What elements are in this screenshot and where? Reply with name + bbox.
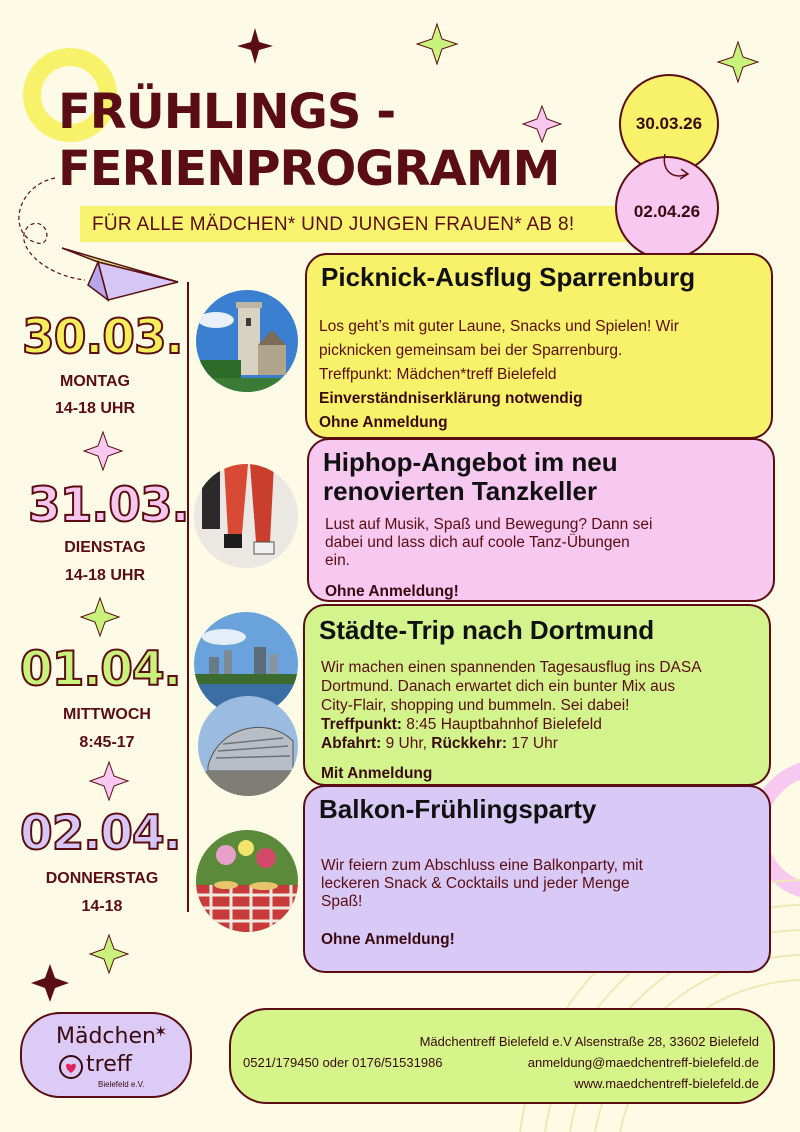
- curved-arrow-icon: [655, 150, 695, 190]
- event-card-4: [303, 785, 771, 973]
- event-4-line: Spaß!: [321, 893, 363, 910]
- footer-address: Mädchentreff Bielefeld e.V Alsenstraße 28, 33602 Bielefeld: [419, 1034, 759, 1049]
- departure-value: 9 Uhr,: [381, 735, 432, 752]
- footer-email-link[interactable]: anmeldung@maedchentreff-bielefeld.de: [527, 1055, 759, 1070]
- event-2-line: ein.: [325, 552, 350, 569]
- event-2-line: dabei und lass dich auf coole Tanz-Übungen: [325, 534, 630, 551]
- logo: [20, 1012, 192, 1098]
- day-1-date: 30.03.: [22, 310, 183, 365]
- paper-plane-icon: [62, 248, 178, 300]
- event-2-body: [325, 516, 652, 570]
- title-line-1: FRÜHLINGS -: [58, 84, 396, 140]
- event-2-title: [323, 448, 618, 505]
- return-label: Rückkehr:: [431, 735, 508, 752]
- day-3-weekday: MITTWOCH: [63, 706, 151, 723]
- logo-line-3: Bielefeld e.V.: [98, 1080, 145, 1089]
- day-2-weekday: DIENSTAG: [64, 539, 146, 556]
- event-4-line: leckeren Snack & Cocktails und jeder Menge: [321, 875, 630, 892]
- meeting-label: Treffpunkt:: [321, 716, 402, 733]
- party-table-icon: [196, 830, 298, 932]
- sparrenburg-tower-icon: [196, 290, 298, 392]
- day-1-time: 14-18 UHR: [54, 400, 136, 417]
- event-3-meeting: [321, 715, 702, 734]
- event-1-title: Picknick-Ausflug Sparrenburg: [321, 262, 696, 292]
- departure-label: Abfahrt:: [321, 735, 382, 752]
- logo-star-icon: ✶: [154, 1024, 168, 1041]
- event-1-line: Los geht’s mit guter Laune, Snacks und Spielen! Wir: [319, 318, 679, 335]
- day-4-weekday: DONNERSTAG: [45, 870, 159, 887]
- day-2-date: 31.03.: [28, 478, 189, 533]
- footer-phone[interactable]: 0521/179450 oder 0176/51531986: [243, 1055, 443, 1070]
- day-4-date: 02.04.: [20, 806, 181, 861]
- return-value: 17 Uhr: [507, 735, 558, 752]
- futuristic-building-icon: [198, 696, 298, 796]
- event-2-title-line: Hiphop-Angebot im neu: [323, 447, 618, 477]
- event-3-registration: Mit Anmeldung: [321, 765, 433, 782]
- date-to-text: 02.04.26: [633, 202, 701, 221]
- meeting-value: 8:45 Hauptbahnhof Bielefeld: [401, 716, 602, 733]
- event-3-body: [321, 658, 702, 753]
- day-4-time: 14-18: [81, 898, 123, 915]
- event-3-line: City-Flair, shopping und bummeln. Sei dabei!: [321, 697, 630, 714]
- event-card-1: [305, 253, 773, 439]
- footer-contact-box: [229, 1008, 775, 1104]
- dasa-building-photo: [198, 696, 298, 796]
- event-4-line: Wir feiern zum Abschluss eine Balkonparty, mit: [321, 857, 643, 874]
- event-1-consent: Einverständniserklärung notwendig: [319, 390, 583, 407]
- logo-line-2: treff: [86, 1052, 132, 1077]
- event-3-line: Dortmund. Danach erwartet dich ein bunter Mix aus: [321, 678, 676, 695]
- day-1-weekday: MONTAG: [60, 373, 130, 390]
- day-3-time: 8:45-17: [79, 734, 135, 751]
- subtitle: FÜR ALLE MÄDCHEN* UND JUNGEN FRAUEN* AB 8!: [92, 214, 575, 235]
- event-card-3: [303, 604, 771, 786]
- event-3-line: Wir machen einen spannenden Tagesausflug ins DASA: [321, 659, 702, 676]
- event-2-line: Lust auf Musik, Spaß und Bewegung? Dann sei: [325, 516, 653, 533]
- event-1-line: picknicken gemeinsam bei der Sparrenburg.: [319, 342, 623, 359]
- event-2-title-line: renovierten Tanzkeller: [323, 475, 598, 506]
- title-line-2: FERIENPROGRAMM: [58, 141, 560, 197]
- footer-website-link[interactable]: www.maedchentreff-bielefeld.de: [574, 1076, 759, 1091]
- logo-line-1: Mädchen: [56, 1024, 156, 1049]
- event-2-registration: Ohne Anmeldung!: [325, 583, 459, 600]
- event-1-registration: Ohne Anmeldung: [319, 414, 448, 431]
- event-4-registration: Ohne Anmeldung!: [321, 931, 455, 948]
- day-2-time: 14-18 UHR: [64, 567, 146, 584]
- event-card-2: [307, 438, 775, 602]
- event-1-line: Treffpunkt: Mädchen*treff Bielefeld: [319, 366, 557, 383]
- event-4-body: [321, 857, 643, 911]
- party-photo: [196, 830, 298, 932]
- dance-photo: [194, 464, 298, 568]
- logo-heart-circle-icon: [58, 1054, 84, 1080]
- event-4-title: Balkon-Frühlingsparty: [319, 794, 597, 824]
- event-1-body: [319, 315, 679, 435]
- date-from-text: 30.03.26: [635, 114, 703, 133]
- sparrenburg-photo: [196, 290, 298, 392]
- event-3-times: [321, 734, 702, 753]
- day-3-date: 01.04.: [20, 642, 181, 697]
- event-3-title: Städte-Trip nach Dortmund: [319, 615, 655, 645]
- dancer-legs-icon: [194, 464, 298, 568]
